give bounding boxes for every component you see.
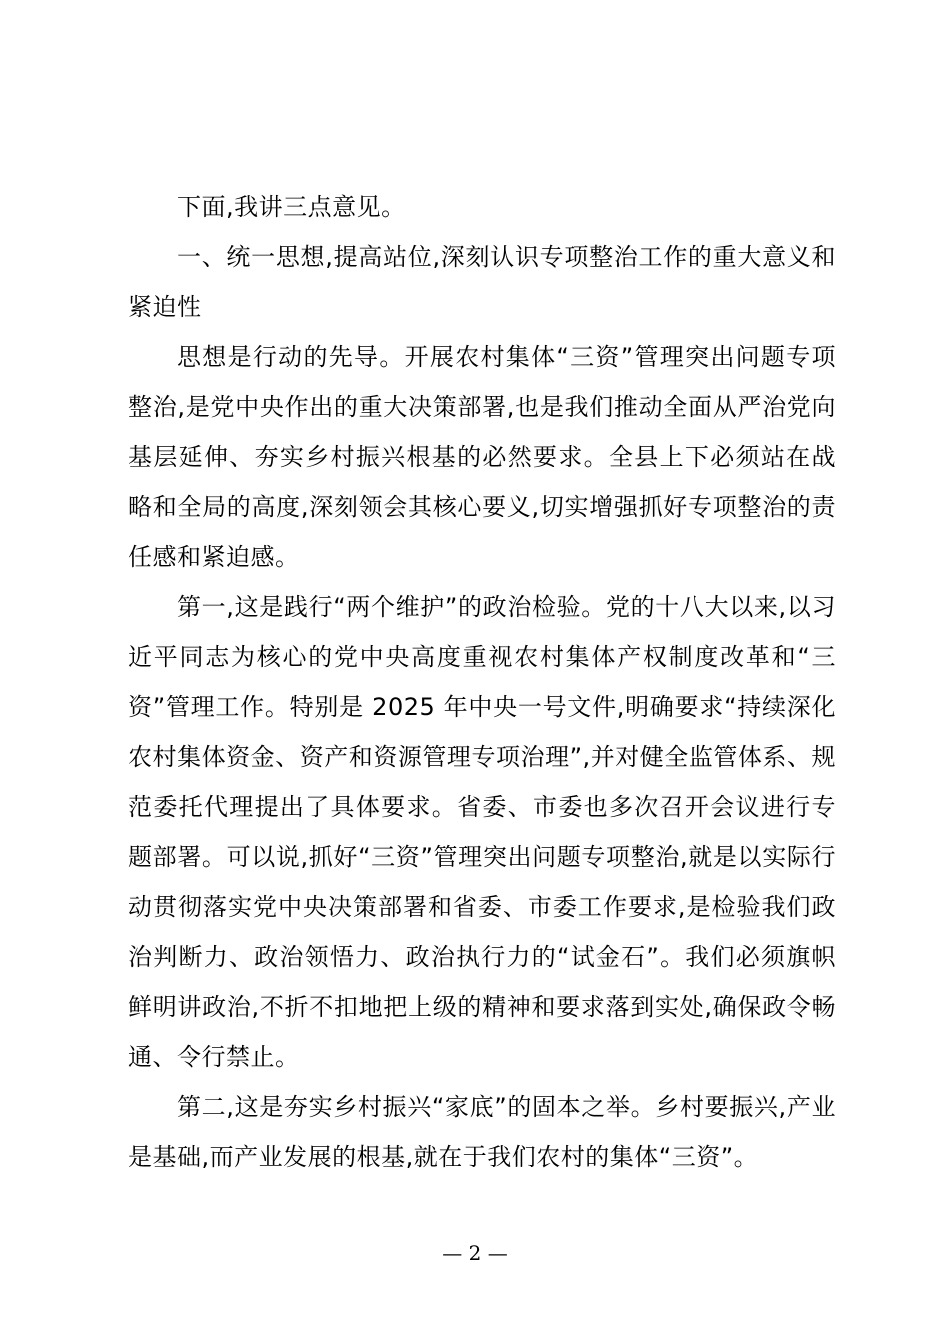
paragraph-body: 第一,这是践行“两个维护”的政治检验。党的十八大以来,以习近平同志为核心的党中央高度重视农村集体产权制度改革和“三资”管理工作。特别是 2025 年中央一号文件,明确要求“持续深化农村集体资金、资产和资源管理专项治理”,并对健全监管体系、规范委托代理提出了具体要求。省委、市委也多次召开会议进行专题部署。可以说,抓好“三资”管理突出问题专项整治,就是以实际行动贯彻落实党中央决策部署和省委、市委工作要求,是检验我们政治判断力、政治领悟力、政治执行力的“试金石”。我们必须旗帜鲜明讲政治,不折不扣地把上级的精神和要求落到实处,确保政令畅通、令行禁止。: [128, 593, 836, 1071]
section-heading: 一、统一思想,提高站位,深刻认识专项整治工作的重大意义和紧迫性: [128, 243, 836, 321]
page-number: — 2 —: [442, 1241, 508, 1265]
paragraph-body: 思想是行动的先导。开展农村集体“三资”管理突出问题专项整治,是党中央作出的重大决策部署,也是我们推动全面从严治党向基层延伸、夯实乡村振兴根基的必然要求。全县上下必须站在战略和全局的高度,深刻领会其核心要义,切实增强抓好专项整治的责任感和紧迫感。: [128, 343, 836, 571]
paragraph-body: 第二,这是夯实乡村振兴“家底”的固本之举。乡村要振兴,产业是基础,而产业发展的根基,就在于我们农村的集体“三资”。: [128, 1093, 836, 1171]
document-body: [128, 182, 836, 1182]
paragraph-intro: 下面,我讲三点意见。: [177, 193, 406, 221]
